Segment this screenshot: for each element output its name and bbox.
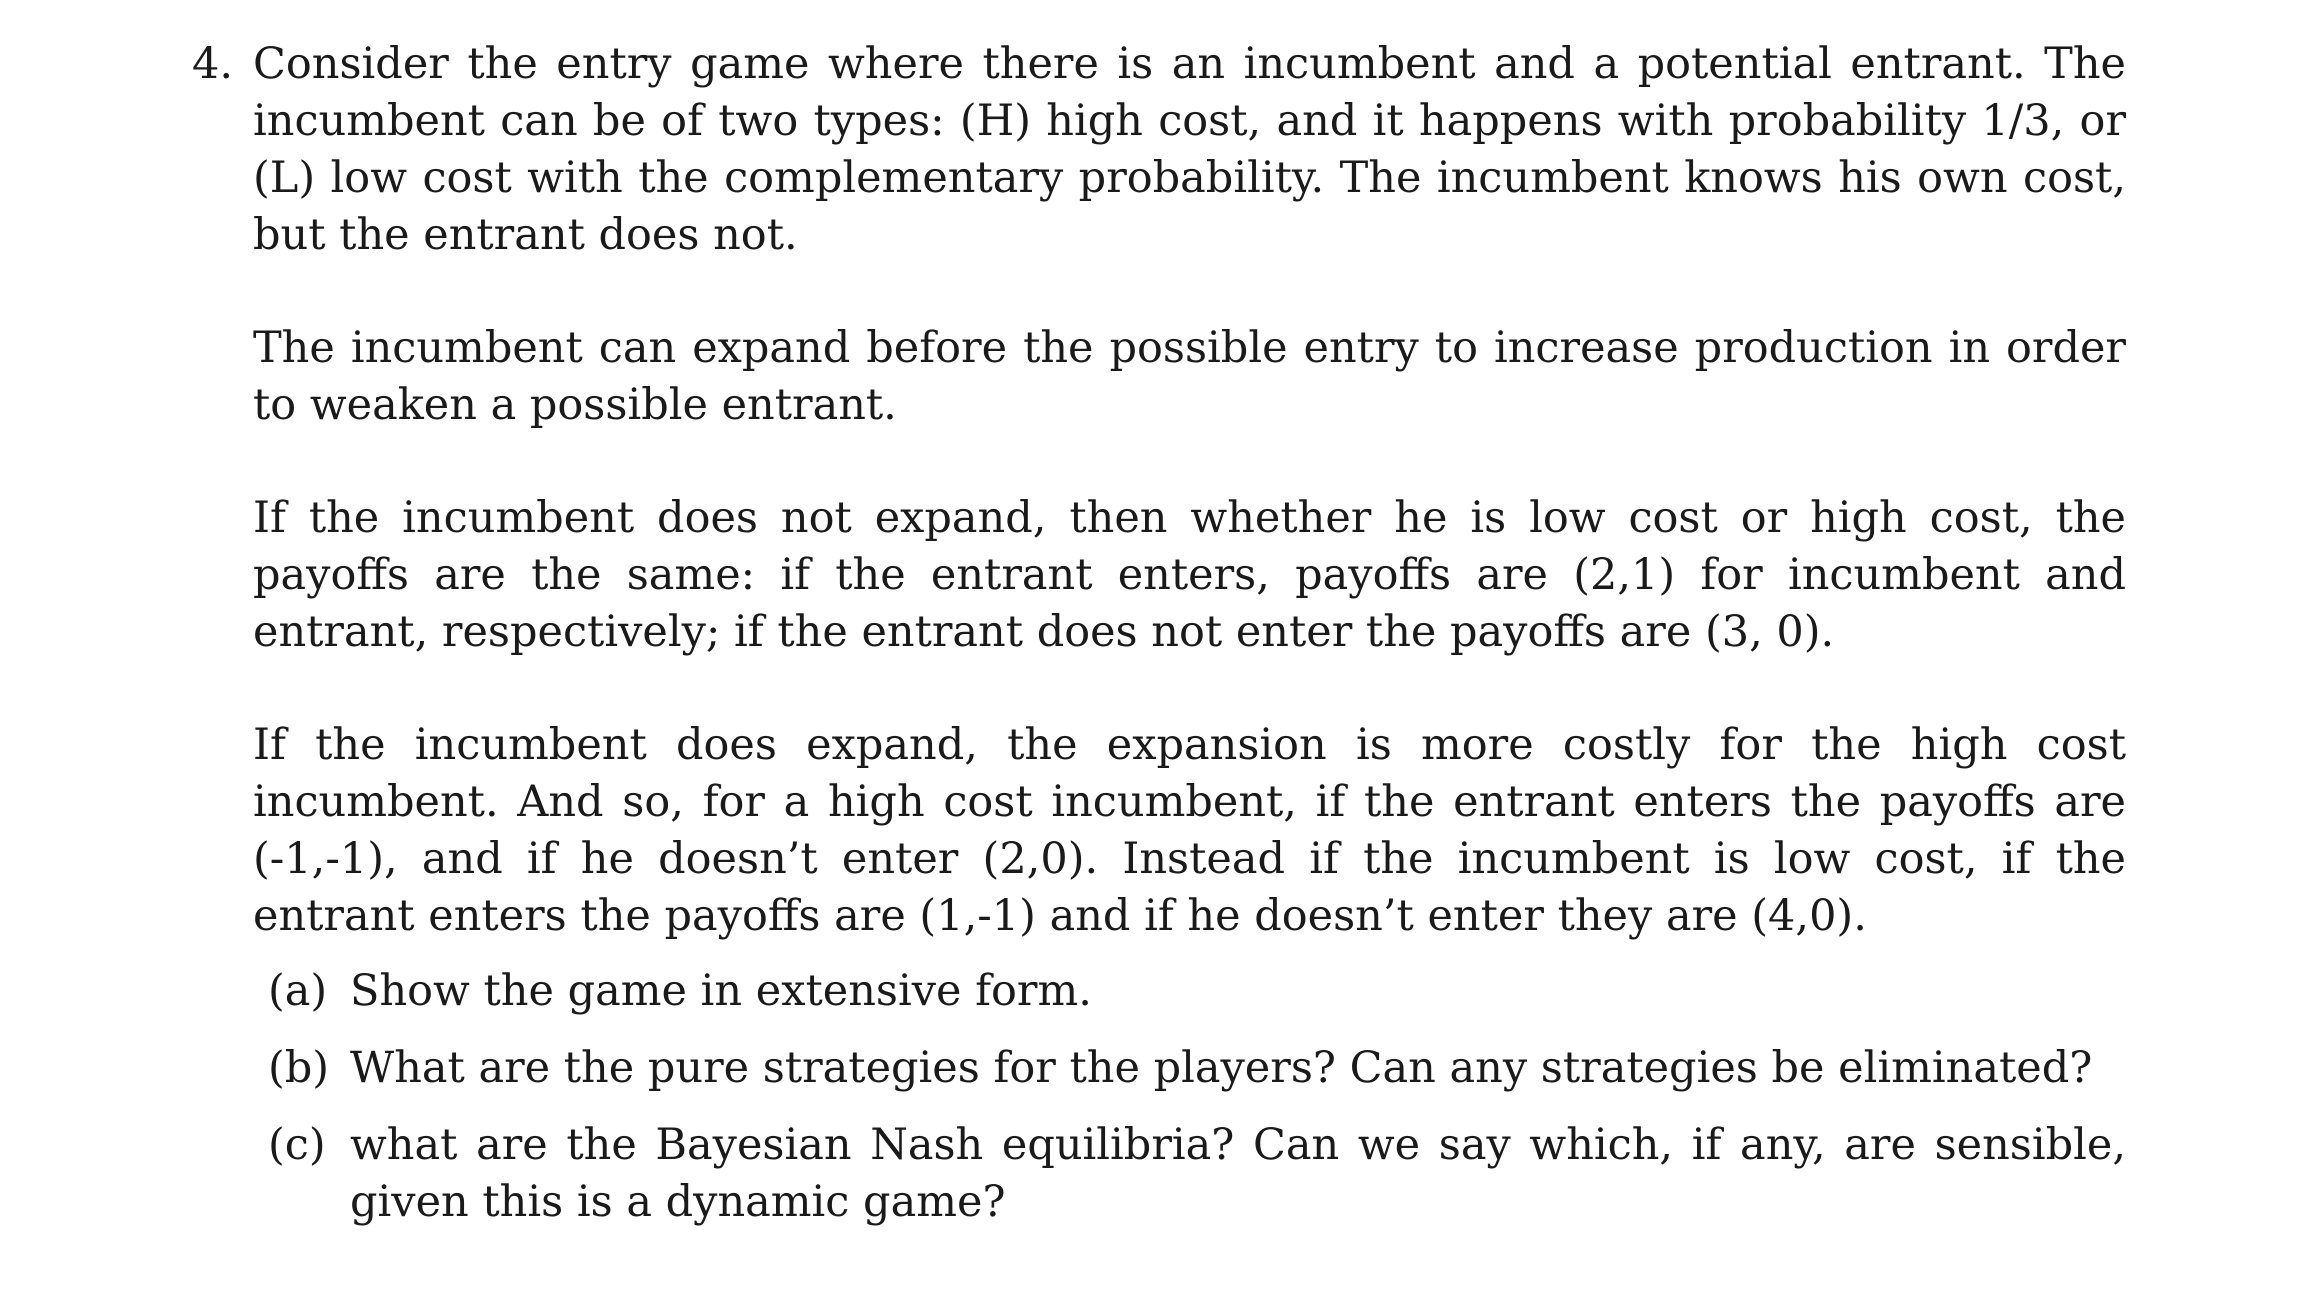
problem-paragraph-4: If the incumbent does expand, the expansion is more costly for the high cost incumbent. And so, for a high cost incumbent, if the entrant enters the payoffs are (-1,-1), and if he doesn’t enter (2,0). Instead if the incumbent is low cost, if the entrant enters the payoffs are (1,-1) and if he doesn’t enter they are (4,0). [253,720,2126,941]
question-part-a [268,963,2126,1020]
question-part-b [268,1040,2126,1097]
question-part-c [268,1117,2126,1231]
problem-number: 4. [192,39,234,89]
part-b-text: What are the pure strategies for the players? Can any strategies be eliminated? [350,1043,2093,1093]
part-c-label: (c) [268,1120,326,1170]
part-c-text: what are the Bayesian Nash equilibria? Can we say which, if any, are sensible, given this is a dynamic game? [350,1120,2126,1227]
problem-paragraph-2: The incumbent can expand before the possible entry to increase production in order to weaken a possible entrant. [253,323,2126,430]
part-a-label: (a) [268,966,328,1016]
problem-paragraph-3: If the incumbent does not expand, then whether he is low cost or high cost, the payoffs are the same: if the entrant enters, payoffs are (2,1) for incumbent and entrant, respectively; if the entrant does not enter the payoffs are (3, 0). [253,493,2126,657]
part-a-text: Show the game in extensive form. [350,966,1092,1016]
problem-paragraph-1: Consider the entry game where there is an incumbent and a potential entrant. The incumbent can be of two types: (H) high cost, and it happens with probability 1/3, or (L) low cost with the complementary probability. The incumbent knows his own cost, but the entrant does not. [253,39,2126,260]
part-b-label: (b) [268,1043,330,1093]
problem-4 [192,36,2126,1251]
question-parts [268,963,2126,1231]
